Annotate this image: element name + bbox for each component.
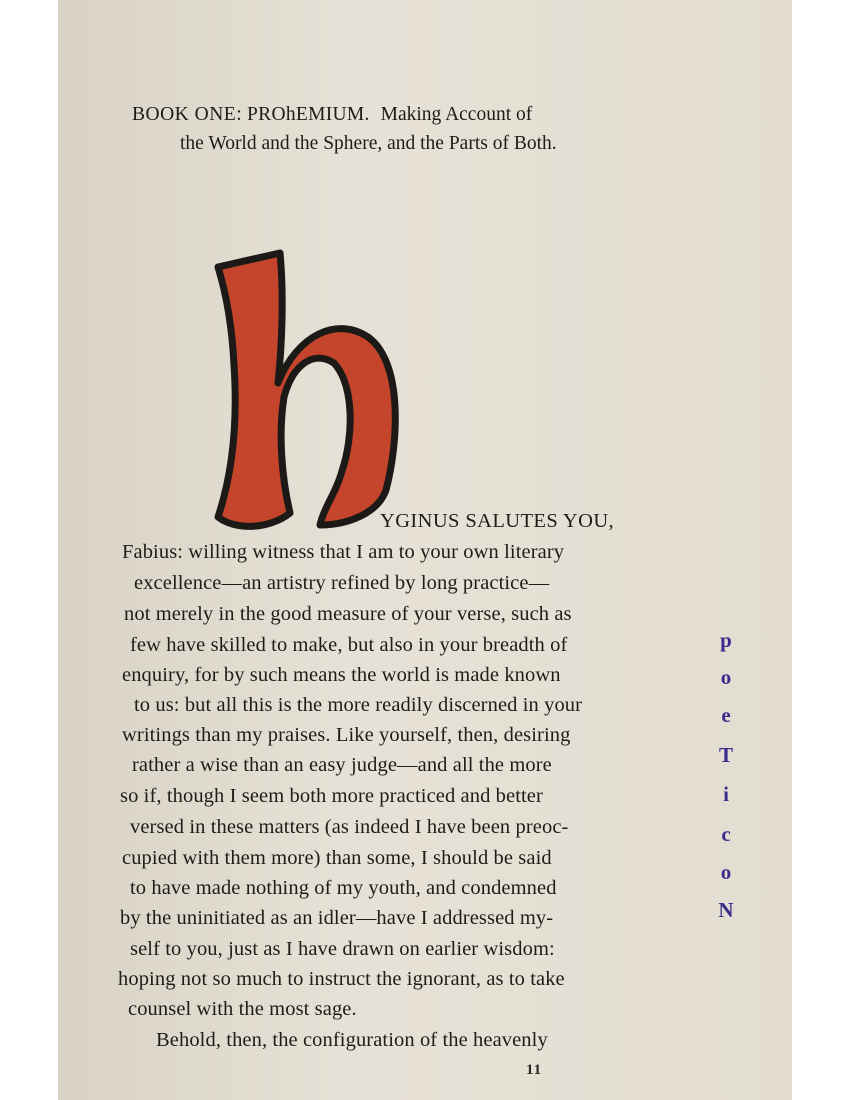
text-line-2: Fabius: willing witness that I am to your own literary [122,541,565,563]
text-line-1: YGINUS SALUTES YOU, [380,510,615,532]
marginal-letter-7: o [720,860,732,884]
text-line-6: enquiry, for by such means the world is made known [122,664,561,686]
text-line-9: rather a wise than an easy judge—and all the more [132,754,552,776]
book-page [58,0,792,1100]
initial-letter-shape [218,253,395,526]
text-line-8: writings than my praises. Like yourself, then, desiring [122,724,571,746]
illuminated-initial-h [208,245,408,535]
marginal-letter-4: T [718,743,733,767]
text-line-7: to us: but all this is the more readily discerned in your [134,694,583,716]
text-line-13: to have made nothing of my youth, and condemned [130,877,557,899]
heading-subtitle-start: Making Account of [380,104,533,125]
marginal-letter-6: c [721,822,731,846]
marginal-letter-2: o [720,665,732,689]
text-line-16: hoping not so much to instruct the ignorant, as to take [118,968,565,990]
text-line-12: cupied with them more) than some, I should be said [122,847,552,869]
text-line-5: few have skilled to make, but also in your breadth of [130,634,568,656]
text-line-14: by the uninitiated as an idler—have I addressed my- [120,907,554,929]
text-line-10: so if, though I seem both more practiced and better [120,785,543,807]
text-line-4: not merely in the good measure of your verse, such as [124,603,572,625]
marginal-letter-1: p [720,628,732,652]
chapter-heading-line-2: the World and the Sphere, and the Parts of Both. [180,133,557,154]
text-line-17: counsel with the most sage. [128,998,357,1020]
heading-book-number: BOOK ONE: [132,104,243,125]
page-number: 11 [526,1062,543,1078]
text-line-18: Behold, then, the configuration of the heavenly [156,1029,548,1051]
chapter-heading-line-1 [132,104,532,126]
marginal-letter-8: N [718,898,734,922]
heading-title: PROhEMIUM. [247,104,370,125]
text-line-11: versed in these matters (as indeed I have been preoc- [130,816,569,838]
marginal-letter-3: e [721,703,731,727]
text-line-15: self to you, just as I have drawn on earlier wisdom: [130,938,555,960]
text-line-3: excellence—an artistry refined by long practice— [134,572,550,594]
marginal-letter-5: i [723,782,729,806]
